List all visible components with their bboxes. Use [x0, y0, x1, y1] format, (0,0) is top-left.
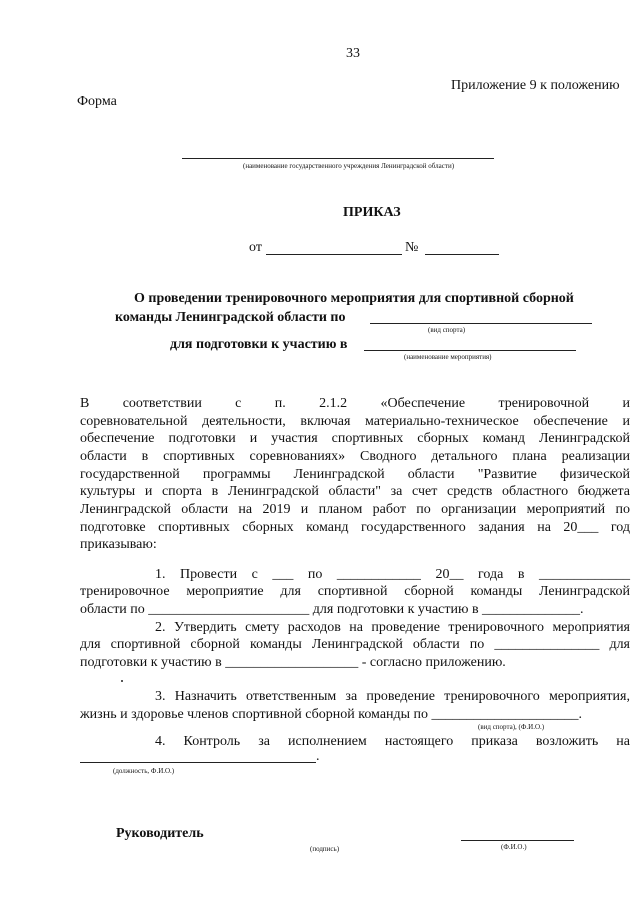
preamble-line-2: соревновательной деятельности, включая материально-техническое обеспечение и [80, 414, 630, 429]
page-number: 33 [346, 46, 360, 61]
document-title: ПРИКАЗ [343, 205, 401, 220]
event-line [364, 350, 576, 351]
number-sign: № [405, 240, 419, 255]
name-caption: (Ф.И.О.) [501, 843, 527, 851]
preamble-line-8: подготовке спортивных сборных команд государственного задания на 20___ год [80, 520, 630, 535]
event-caption: (наименование мероприятия) [404, 353, 492, 361]
number-line [425, 254, 499, 255]
date-line [266, 254, 402, 255]
signature-caption: (подпись) [310, 845, 340, 853]
name-line [461, 840, 574, 841]
preamble-line-9: приказываю: [80, 537, 157, 552]
subject-line-2: команды Ленинградской области по [115, 310, 346, 325]
item2-line-1: 2. Утвердить смету расходов на проведение тренировочного мероприятия [155, 620, 630, 635]
item4-caption: (должность, Ф.И.О.) [113, 767, 175, 775]
appendix-note: Приложение 9 к положению [451, 78, 620, 93]
preamble-line-4: области в спортивных соревнованиях» Сводного детального плана реализации [80, 449, 630, 464]
item3-caption: (вид спорта), (Ф.И.О.) [478, 723, 545, 731]
stray-mark [121, 680, 123, 682]
item4-line-1: 4. Контроль за исполнением настоящего приказа возложить на [155, 734, 630, 749]
preamble-line-5: государственной программы Ленинградской области "Развитие физической [80, 467, 630, 482]
signature-label: Руководитель [116, 826, 204, 841]
item4-period: . [316, 749, 320, 764]
sport-line [370, 323, 592, 324]
form-label: Форма [77, 94, 117, 109]
item3-line-2: жизнь и здоровье членов спортивной сборной команды по _____________________. [80, 707, 583, 722]
subject-line-3: для подготовки к участию в [170, 337, 348, 352]
preamble-line-1: В соответствии с п. 2.1.2 «Обеспечение тренировочной и [80, 396, 630, 411]
item1-line-1: 1. Провести с ___ по ____________ 20__ года в _____________ [155, 567, 630, 582]
date-from-label: от [249, 240, 262, 255]
institution-line [182, 158, 494, 159]
preamble-line-3: обеспечение подготовки и участия спортивных сборных команд Ленинградской [80, 431, 630, 446]
preamble-line-6: культуры и спорта в Ленинградской области" за счет средств областного бюджета [80, 484, 630, 499]
item3-line-1: 3. Назначить ответственным за проведение тренировочного мероприятия, [155, 689, 630, 704]
responsible-line [80, 762, 316, 763]
item1-line-2: тренировочное мероприятие для спортивной сборной команды Ленинградской [80, 584, 630, 599]
preamble-line-7: Ленинградской области на 2019 и планом работ по организации мероприятий по [80, 502, 630, 517]
sport-caption: (вид спорта) [428, 326, 466, 334]
subject-line-1: О проведении тренировочного мероприятия для спортивной сборной [134, 291, 574, 306]
institution-caption: (наименование государственного учреждения Ленинградской области) [243, 162, 455, 170]
item2-line-3: подготовки к участию в ___________________ - согласно приложению. [80, 655, 506, 670]
item1-line-3: области по _______________________ для подготовки к участию в ______________. [80, 602, 584, 617]
item2-line-2: для спортивной сборной команды Ленинградской области по _______________ для [80, 637, 630, 652]
